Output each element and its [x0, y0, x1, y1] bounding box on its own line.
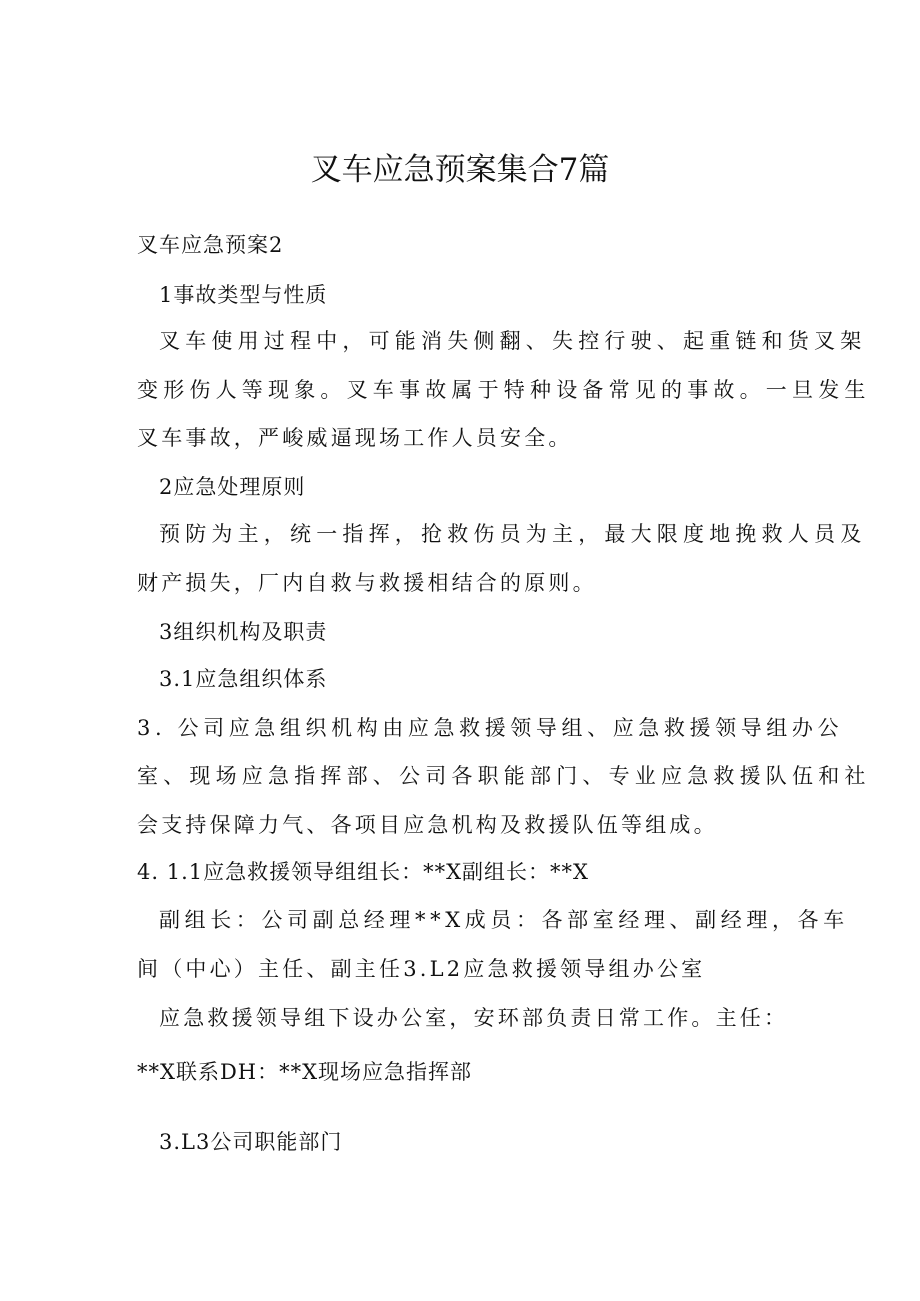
paragraph-line: 室、现场应急指挥部、公司各职能部门、专业应急救援队伍和社	[137, 764, 871, 788]
heading-2: 2应急处理原则	[159, 475, 306, 499]
paragraph-line: 会支持保障力气、各项目应急机构及救援队伍等组成。	[137, 813, 718, 837]
section-heading: 叉车应急预案2	[137, 233, 284, 257]
heading-1: 1事故类型与性质	[159, 283, 328, 307]
document-title: 叉车应急预案集合7篇	[310, 152, 610, 188]
paragraph-line: 4. 1.1应急救援领导组组长：**X副组长：**X	[137, 860, 590, 884]
paragraph-line: 间（中心）主任、副主任3.L2应急救援领导组办公室	[137, 957, 706, 981]
paragraph-line: 变形伤人等现象。叉车事故属于特种设备常见的事故。一旦发生	[137, 378, 871, 402]
paragraph-line: 应急救援领导组下设办公室，安环部负责日常工作。主任：	[159, 1006, 789, 1030]
paragraph-line: 叉车事故，严峻威逼现场工作人员安全。	[137, 426, 573, 450]
paragraph-line: **X联系DH：**X现场应急指挥部	[137, 1060, 473, 1084]
paragraph-line: 叉车使用过程中，可能消失侧翻、失控行驶、起重链和货叉架	[159, 329, 867, 353]
paragraph-line: 预防为主，统一指挥，抢救伤员为主，最大限度地挽救人员及	[159, 522, 867, 546]
paragraph-line: 3. 公司应急组织机构由应急救援领导组、应急救援领导组办公	[137, 716, 844, 740]
heading-3-1-3: 3.L3公司职能部门	[159, 1130, 343, 1154]
paragraph-line: 财产损失，厂内自救与救援相结合的原则。	[137, 571, 597, 595]
heading-3-1: 3.1应急组织体系	[159, 667, 328, 691]
heading-3: 3组织机构及职责	[159, 620, 328, 644]
paragraph-line: 副组长：公司副总经理**X成员：各部室经理、副经理，各车	[159, 908, 849, 932]
